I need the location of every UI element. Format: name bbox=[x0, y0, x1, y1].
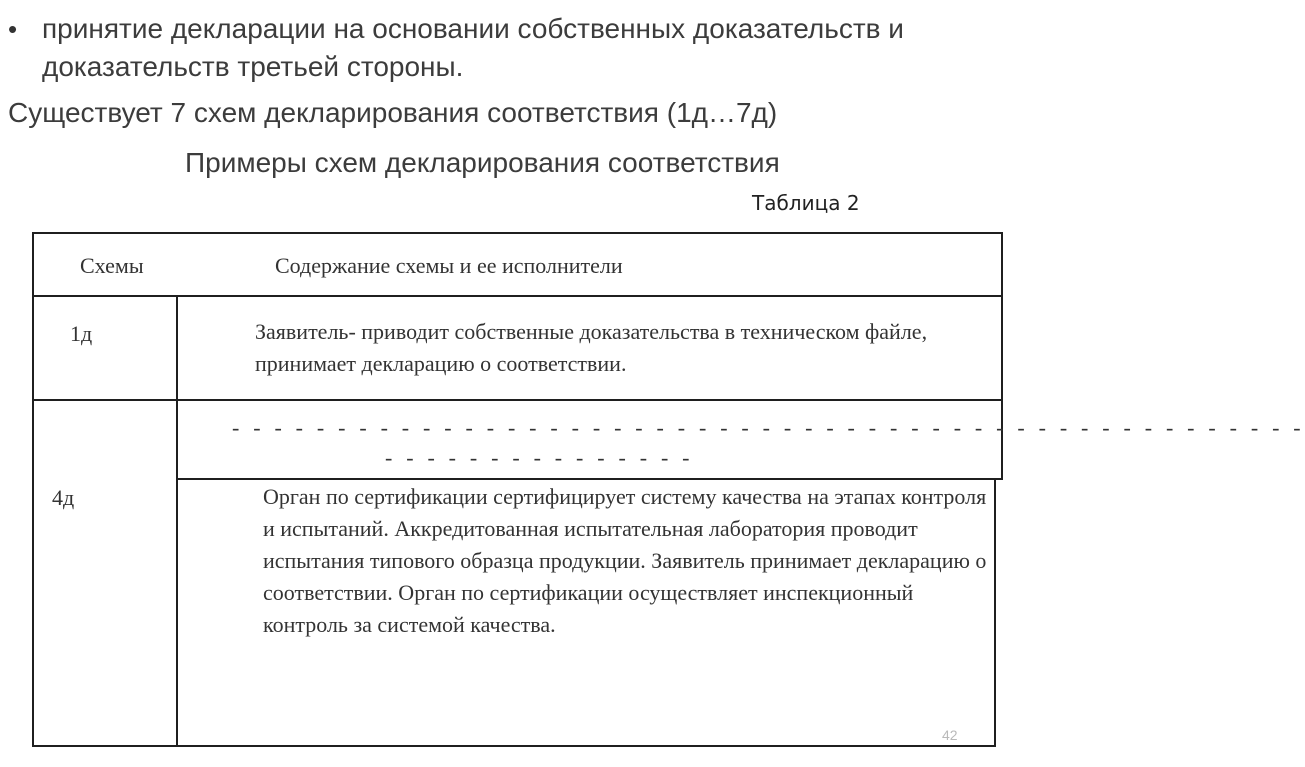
table-border-bottom bbox=[32, 745, 996, 747]
table-border-top bbox=[32, 232, 1003, 234]
table-upper-bottom bbox=[176, 478, 1003, 480]
row-4d-scheme: 4д bbox=[52, 485, 75, 510]
table-header-divider bbox=[32, 295, 1003, 297]
bullet-marker: • bbox=[8, 14, 18, 44]
page-number: 42 bbox=[942, 727, 958, 743]
table-caption: Примеры схем декларирования соответствия bbox=[185, 147, 780, 178]
table-border-right-upper bbox=[1001, 232, 1003, 480]
bullet-text: принятие декларации на основании собственных доказательств и доказательств третьей стороны. bbox=[42, 13, 904, 82]
intro-text: Существует 7 схем декларирования соответствия (1д…7д) bbox=[8, 97, 778, 128]
table-label: Таблица 2 bbox=[752, 191, 860, 215]
dashed-separator-1: - - - - - - - - - - - - - - - - - - - - - - - - - - - - - - - - - - - - - - - - - - - - - - - - - - - bbox=[232, 415, 1305, 440]
table-column-divider bbox=[176, 295, 178, 747]
header-schemes: Схемы bbox=[80, 253, 144, 278]
table-border-left bbox=[32, 232, 34, 746]
row-4d-content: Орган по сертификации сертифицирует систему качества на этапах контроля и испытаний. Аккредитованная испытательная лаборатория проводит испытания типового образца продукции. Заявитель принимает декларацию о соответствии. Орган по сертификации осуществляет инспекционный контроль за системой качества. bbox=[263, 484, 987, 637]
dashed-separator-2: - - - - - - - - - - - - - - - bbox=[385, 445, 694, 470]
table-row-divider bbox=[32, 399, 1003, 401]
row-1d-scheme: 1д bbox=[70, 321, 93, 346]
table-border-right-lower bbox=[994, 480, 996, 746]
header-content: Содержание схемы и ее исполнители bbox=[275, 253, 623, 278]
row-1d-content: Заявитель- приводит собственные доказательства в техническом файле, принимает декларацию о соответствии. bbox=[255, 319, 928, 376]
